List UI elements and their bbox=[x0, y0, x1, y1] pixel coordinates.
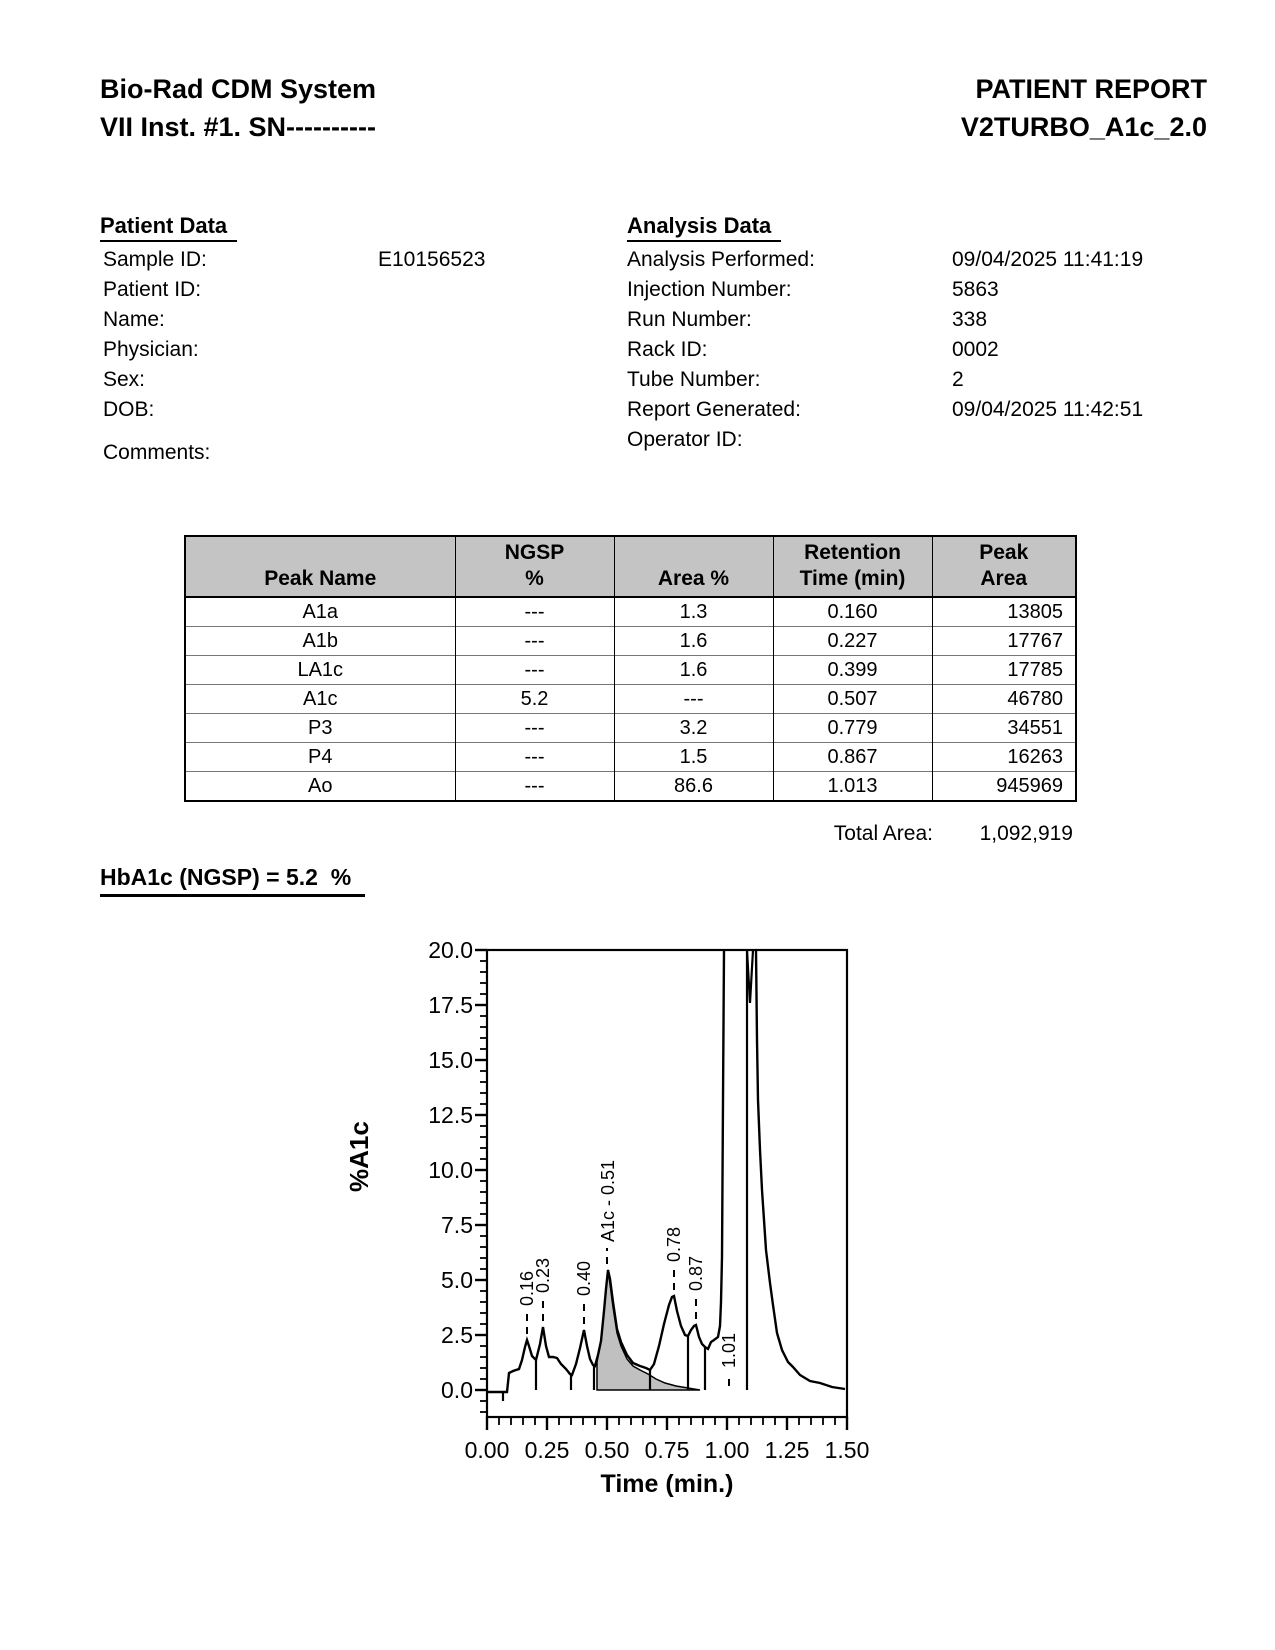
field-label: Injection Number: bbox=[627, 278, 792, 301]
field-label: Patient ID: bbox=[103, 278, 202, 301]
field-label: Tube Number: bbox=[627, 368, 761, 391]
y-axis-tick-labels bbox=[428, 937, 473, 1403]
x-axis-tick-labels bbox=[465, 1437, 870, 1463]
analysis-data-fields bbox=[627, 245, 1143, 455]
field-value: 0002 bbox=[952, 338, 999, 361]
cell-ngsp: --- bbox=[455, 597, 614, 627]
x-tick-label: 0.25 bbox=[524, 1437, 570, 1463]
table-row bbox=[185, 597, 1076, 627]
cell-peak-name: P4 bbox=[185, 743, 455, 772]
peak-label: 0.78 bbox=[664, 1226, 684, 1262]
table-row bbox=[185, 656, 1076, 685]
cell-ngsp: 5.2 bbox=[455, 685, 614, 714]
field-label: Sample ID: bbox=[103, 248, 207, 271]
col-header-area-pct bbox=[614, 536, 773, 597]
cell-peak-name: P3 bbox=[185, 714, 455, 743]
header-line1: Peak bbox=[979, 541, 1029, 564]
field-label: Operator ID: bbox=[627, 428, 743, 451]
y-tick-label: 17.5 bbox=[428, 992, 473, 1018]
cell-area-pct: 3.2 bbox=[614, 714, 773, 743]
field-label: Sex: bbox=[103, 368, 146, 391]
y-tick-label: 0.0 bbox=[441, 1377, 473, 1403]
y-tick-label: 10.0 bbox=[428, 1157, 473, 1183]
field-value: E10156523 bbox=[378, 248, 486, 271]
comments-label: Comments: bbox=[103, 441, 211, 464]
table-row bbox=[185, 627, 1076, 656]
header-line1: NGSP bbox=[504, 541, 565, 564]
axis-ticks bbox=[475, 950, 847, 1430]
field-label: Physician: bbox=[103, 338, 199, 361]
peak-label: 0.16 bbox=[517, 1270, 537, 1306]
field-report-generated bbox=[627, 395, 1143, 425]
method-name: V2TURBO_A1c_2.0 bbox=[960, 112, 1207, 142]
field-patient-id bbox=[103, 275, 485, 305]
cell-peak-name: LA1c bbox=[185, 656, 455, 685]
patient-data-fields bbox=[103, 245, 485, 425]
peak-label: A1c - 0.51 bbox=[598, 1159, 618, 1242]
field-value: 5863 bbox=[952, 278, 999, 301]
peak-label: 0.87 bbox=[686, 1255, 706, 1291]
field-value: 09/04/2025 11:42:51 bbox=[952, 398, 1144, 421]
instrument-serial: VII Inst. #1. SN---------- bbox=[100, 112, 376, 142]
field-operator-id bbox=[627, 425, 1143, 455]
cell-ngsp: --- bbox=[455, 627, 614, 656]
header-line2: % bbox=[525, 567, 544, 590]
table-row bbox=[185, 714, 1076, 743]
report-title: PATIENT REPORT bbox=[975, 74, 1207, 104]
cell-peak-area: 17767 bbox=[932, 627, 1076, 656]
total-area-label: Total Area: bbox=[833, 822, 933, 845]
cell-peak-name: A1b bbox=[185, 627, 455, 656]
col-header-peak-name bbox=[185, 536, 455, 597]
cell-retention: 1.013 bbox=[773, 772, 932, 802]
field-injection-number bbox=[627, 275, 1143, 305]
field-value: 09/04/2025 11:41:19 bbox=[952, 248, 1144, 271]
cell-peak-area: 46780 bbox=[932, 685, 1076, 714]
x-tick-label: 0.50 bbox=[584, 1437, 630, 1463]
header-line2: Time (min) bbox=[799, 567, 906, 590]
y-axis-title: %A1c bbox=[344, 1121, 374, 1192]
col-header-peak-area bbox=[932, 536, 1076, 597]
chromatogram-chart bbox=[320, 880, 880, 1540]
y-tick-label: 12.5 bbox=[428, 1102, 473, 1128]
ao-peak-descent bbox=[756, 950, 845, 1389]
cell-retention: 0.507 bbox=[773, 685, 932, 714]
cell-ngsp: --- bbox=[455, 656, 614, 685]
y-tick-label: 20.0 bbox=[428, 937, 473, 963]
peak-separator-lines bbox=[536, 950, 747, 1390]
field-analysis-performed bbox=[627, 245, 1143, 275]
col-header-retention bbox=[773, 536, 932, 597]
field-sex bbox=[103, 365, 485, 395]
peak-label: 1.01 bbox=[719, 1332, 739, 1368]
x-tick-label: 1.50 bbox=[824, 1437, 870, 1463]
x-tick-label: 1.25 bbox=[764, 1437, 810, 1463]
report-header-right bbox=[961, 70, 1207, 146]
a1c-shaded-peak bbox=[597, 1270, 700, 1390]
header-line1 bbox=[615, 540, 773, 566]
field-label: Report Generated: bbox=[627, 398, 801, 421]
cell-retention: 0.867 bbox=[773, 743, 932, 772]
cell-retention: 0.779 bbox=[773, 714, 932, 743]
field-label: Name: bbox=[103, 308, 165, 331]
total-area-value: 1,092,919 bbox=[979, 822, 1073, 845]
table-row bbox=[185, 743, 1076, 772]
cell-area-pct: 86.6 bbox=[614, 772, 773, 802]
field-label: Run Number: bbox=[627, 308, 752, 331]
cell-area-pct: 1.3 bbox=[614, 597, 773, 627]
peak-label: 0.23 bbox=[533, 1257, 553, 1293]
y-tick-label: 5.0 bbox=[441, 1267, 473, 1293]
header-line2: Peak Name bbox=[264, 567, 377, 590]
patient-data-section bbox=[100, 213, 237, 242]
x-tick-label: 0.75 bbox=[644, 1437, 690, 1463]
field-name bbox=[103, 305, 485, 335]
x-tick-label: 0.00 bbox=[464, 1437, 510, 1463]
x-tick-label: 1.00 bbox=[704, 1437, 750, 1463]
cell-peak-area: 945969 bbox=[932, 772, 1076, 802]
field-value: 2 bbox=[952, 368, 964, 391]
report-header-left bbox=[100, 70, 376, 146]
header-line2: Area bbox=[980, 567, 1028, 590]
cell-ngsp: --- bbox=[455, 743, 614, 772]
field-run-number bbox=[627, 305, 1143, 335]
peak-labels bbox=[517, 1160, 739, 1368]
header-line1: Retention bbox=[804, 541, 901, 564]
field-label: DOB: bbox=[103, 398, 155, 421]
cell-peak-name: A1c bbox=[185, 685, 455, 714]
field-sample-id bbox=[103, 245, 485, 275]
peak-table-header bbox=[185, 536, 1076, 597]
x-axis-title: Time (min.) bbox=[600, 1470, 734, 1498]
analysis-data-title: Analysis Data bbox=[627, 213, 781, 242]
field-label: Analysis Performed: bbox=[627, 248, 815, 271]
cell-peak-area: 17785 bbox=[932, 656, 1076, 685]
analysis-data-section bbox=[627, 213, 781, 242]
system-title: Bio-Rad CDM System bbox=[100, 74, 377, 104]
field-tube-number bbox=[627, 365, 1143, 395]
header-line2: Area % bbox=[657, 567, 730, 590]
cell-area-pct: 1.6 bbox=[614, 656, 773, 685]
cell-peak-area: 16263 bbox=[932, 743, 1076, 772]
y-tick-label: 7.5 bbox=[441, 1212, 473, 1238]
peak-label: 0.40 bbox=[574, 1260, 594, 1296]
cell-area-pct: --- bbox=[614, 685, 773, 714]
patient-data-title: Patient Data bbox=[100, 213, 237, 242]
field-value: 338 bbox=[952, 308, 988, 331]
comments-row bbox=[103, 438, 210, 468]
field-label: Rack ID: bbox=[627, 338, 708, 361]
col-header-ngsp bbox=[455, 536, 614, 597]
field-rack-id bbox=[627, 335, 1143, 365]
cell-peak-name: Ao bbox=[185, 772, 455, 802]
cell-area-pct: 1.6 bbox=[614, 627, 773, 656]
cell-ngsp: --- bbox=[455, 772, 614, 802]
cell-peak-area: 34551 bbox=[932, 714, 1076, 743]
cell-retention: 0.160 bbox=[773, 597, 932, 627]
header-line1 bbox=[186, 540, 455, 566]
field-physician bbox=[103, 335, 485, 365]
cell-peak-name: A1a bbox=[302, 600, 339, 623]
table-row bbox=[185, 685, 1076, 714]
y-tick-label: 15.0 bbox=[428, 1047, 473, 1073]
plot-frame bbox=[487, 950, 847, 1417]
hba1c-result-line: HbA1c (NGSP) = 5.2 % bbox=[100, 864, 365, 897]
cell-area-pct: 1.5 bbox=[614, 743, 773, 772]
peak-results-table bbox=[184, 535, 1077, 802]
y-tick-label: 2.5 bbox=[441, 1322, 473, 1348]
cell-retention: 0.399 bbox=[773, 656, 932, 685]
cell-retention: 0.227 bbox=[773, 627, 932, 656]
cell-peak-area: 13805 bbox=[932, 597, 1076, 627]
field-dob bbox=[103, 395, 485, 425]
cell-ngsp: --- bbox=[455, 714, 614, 743]
table-row bbox=[185, 772, 1076, 802]
